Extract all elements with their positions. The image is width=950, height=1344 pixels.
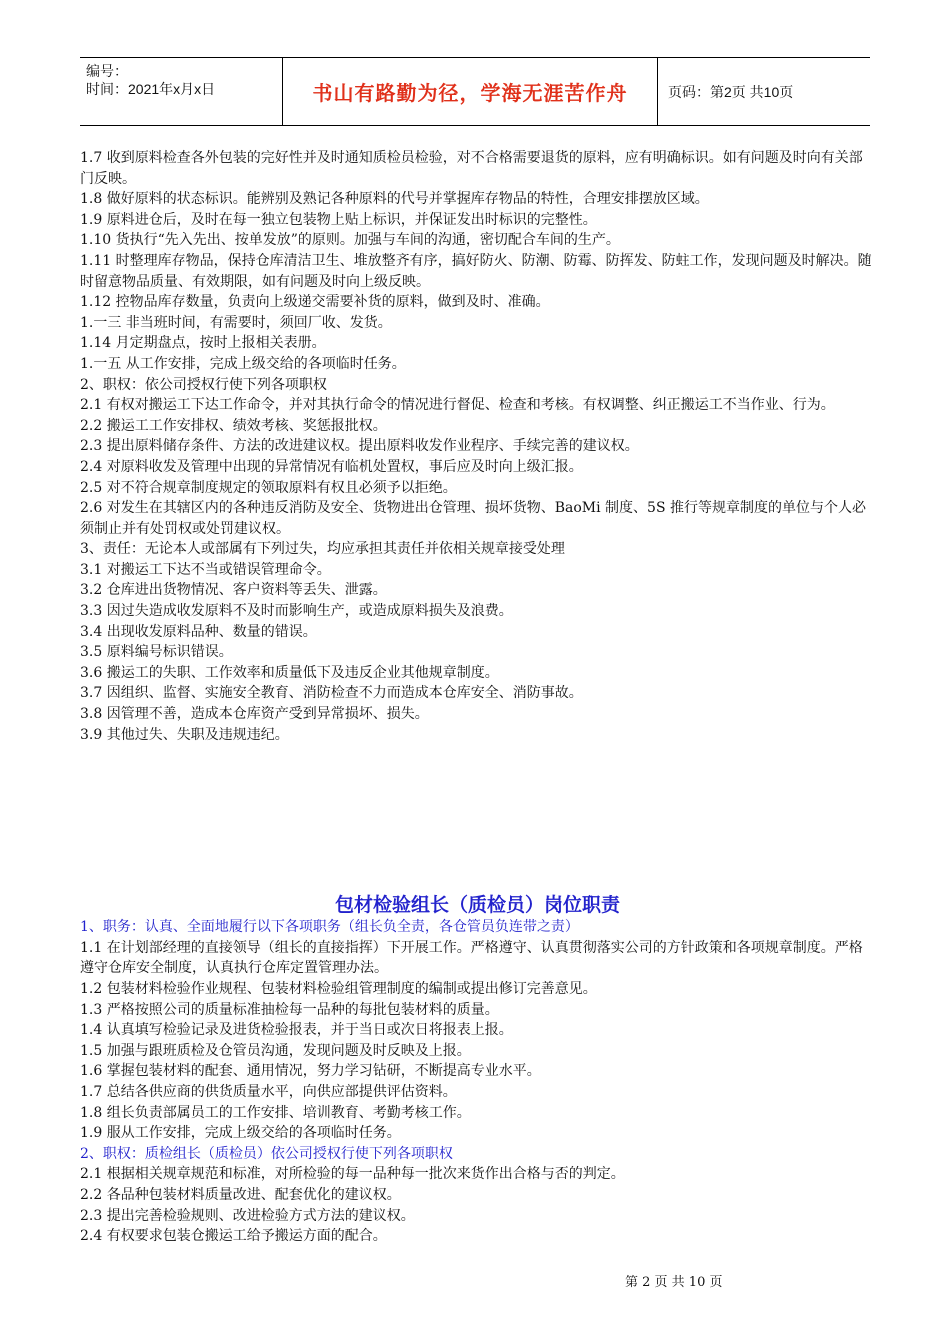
text-line: 2.6 对发生在其辖区内的各种违反消防及安全、货物进出仓管理、损坏货物、BaoMi 制度、5S 推行等规章制度的单位与个人必须制止并有处罚权或处罚建议权。 (80, 500, 866, 537)
page-footer: 第 2 页 共 10 页 (625, 1275, 723, 1290)
text-line: 1.9 原料进仓后，及时在每一独立包装物上贴上标识，并保证发出时标识的完整性。 (80, 211, 597, 228)
text-line: 3.5 原料编号标识错误。 (80, 644, 233, 661)
section-warehouse-duties (80, 148, 875, 745)
text-line: 2、职权：依公司授权行使下列各项职权 (80, 376, 327, 393)
text-line: 3.3 因过失造成收发原料不及时而影响生产，或造成原料损失及浪费。 (80, 603, 513, 620)
header-page-info: 页码：第2页 共10页 (668, 83, 794, 100)
text-line: 1.5 加强与跟班质检及仓管员沟通，发现问题及时反映及上报。 (80, 1042, 471, 1059)
text-line: 2.1 有权对搬运工下达工作命令，并对其执行命令的情况进行督促、检查和考核。有权调整、纠正搬运工不当作业、行为。 (80, 397, 835, 414)
text-line: 1.9 服从工作安排，完成上级交给的各项临时任务。 (80, 1125, 401, 1142)
text-line: 2.4 对原料收发及管理中出现的异常情况有临机处置权，事后应及时向上级汇报。 (80, 458, 583, 475)
text-line: 3.2 仓库进出货物情况、客户资料等丢失、泄露。 (80, 582, 387, 599)
text-line: 3.6 搬运工的失职、工作效率和质量低下及违反企业其他规章制度。 (80, 664, 499, 681)
text-line: 1.3 严格按照公司的质量标准抽检每一品种的每批包装材料的质量。 (80, 1001, 499, 1018)
text-line: 1.12 控物品库存数量，负责向上级递交需要补货的原料，做到及时、准确。 (80, 294, 550, 311)
text-line: 3.4 出现收发原料品种、数量的错误。 (80, 623, 317, 640)
text-line: 1.8 做好原料的状态标识。能辨别及熟记各种原料的代号并掌握库存物品的特性，合理安排摆放区域。 (80, 191, 709, 208)
text-line: 1.一五 从工作安排，完成上级交给的各项临时任务。 (80, 355, 406, 372)
text-line: 3、责任：无论本人或部属有下列过失，均应承担其责任并依相关规章接受处理 (80, 541, 565, 558)
text-line: 1.2 包装材料检验作业规程、包装材料检验组管理制度的编制或提出修订完善意见。 (80, 981, 597, 997)
text-line: 2.3 提出完善检验规则、改进检验方式方法的建议权。 (80, 1207, 415, 1224)
text-line: 2.2 搬运工工作安排权、绩效考核、奖惩报批权。 (80, 417, 387, 434)
section-inspector-duties (80, 917, 875, 1247)
text-line: 2.2 各品种包装材料质量改进、配套优化的建议权。 (80, 1186, 401, 1203)
text-line: 3.7 因组织、监督、实施安全教育、消防检查不力而造成本仓库安全、消防事故。 (80, 685, 583, 702)
text-line: 2、职权：质检组长（质检员）依公司授权行使下列各项职权 (80, 1145, 453, 1162)
text-line: 1.11 时整理库存物品，保持仓库清洁卫生、堆放整齐有序，搞好防火、防潮、防霉、防挥发、防蛀工作，发现问题及时解决。随时留意物品质量、有效期限，如有问题及时向上级反映。 (80, 252, 872, 290)
page-header (80, 57, 870, 126)
header-motto: 书山有路勤为径，学海无涯苦作舟 (282, 58, 658, 125)
text-line: 1.7 总结各供应商的供货质量水平，向供应部提供评估资料。 (80, 1083, 457, 1100)
document-body (80, 148, 875, 1247)
text-line: 1.4 认真填写检验记录及进货检验报表，并于当日或次日将报表上报。 (80, 1022, 513, 1039)
text-line: 3.8 因管理不善，造成本仓库资产受到异常损坏、损失。 (80, 706, 429, 723)
text-line: 2.4 有权要求包装仓搬运工给予搬运方面的配合。 (80, 1228, 387, 1245)
text-line: 3.1 对搬运工下达不当或错误管理命令。 (80, 561, 331, 578)
text-line: 1.7 收到原料检查各外包装的完好性并及时通知质检员检验，对不合格需要退货的原料，应有明确标识。如有问题及时向有关部门反映。 (80, 150, 863, 187)
number-label: 编号： (86, 63, 128, 79)
text-line: 2.3 提出原料储存条件、方法的改进建议权。提出原料收发作业程序、手续完善的建议权。 (80, 438, 639, 455)
text-line: 1.一三 非当班时间，有需要时，须回厂收、发货。 (80, 314, 392, 331)
text-line: 1.14 月定期盘点，按时上报相关表册。 (80, 335, 326, 352)
text-line: 1.10 货执行“先入先出、按单发放”的原则。加强与车间的沟通，密切配合车间的生产。 (80, 232, 620, 249)
header-meta (80, 58, 282, 125)
text-line: 1.1 在计划部经理的直接领导（组长的直接指挥）下开展工作。严格遵守、认真贯彻落实公司的方针政策和各项规章制度。严格遵守仓库安全制度，认真执行仓库定置管理办法。 (80, 939, 863, 977)
section-title: 包材检验组长（质检员）岗位职责 (334, 894, 620, 917)
text-line: 1.6 掌握包装材料的配套、通用情况，努力学习钻研，不断提高专业水平。 (80, 1063, 541, 1080)
text-line: 2.5 对不符合规章制度规定的领取原料有权且必须予以拒绝。 (80, 479, 457, 496)
text-line: 3.9 其他过失、失职及违规违纪。 (80, 726, 289, 743)
time-label: 时间：2021年x月x日 (86, 81, 216, 97)
text-line: 1、职务：认真、全面地履行以下各项职务（组长负全责，各仓管员负连带之责） (80, 919, 579, 936)
text-line: 1.8 组长负责部属员工的工作安排、培训教育、考勤考核工作。 (80, 1104, 471, 1121)
text-line: 2.1 根据相关规章规范和标准，对所检验的每一品种每一批次来货作出合格与否的判定。 (80, 1166, 625, 1183)
